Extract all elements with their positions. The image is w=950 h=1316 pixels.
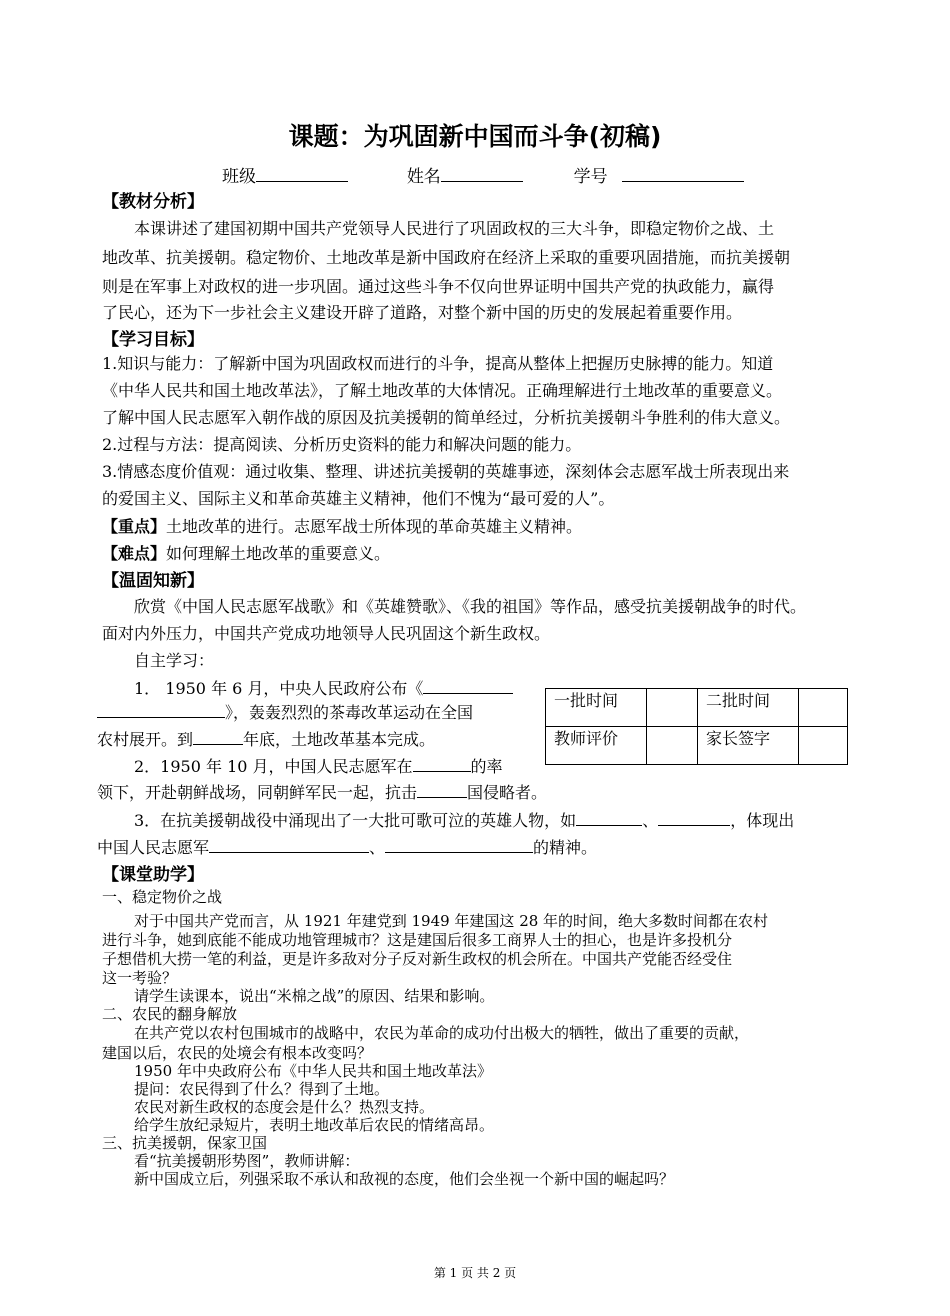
q2-text-b1: 领下，开赴朝鲜战场，同朝鲜军民一起，抗击 — [97, 783, 418, 802]
q3-blank-1[interactable] — [576, 809, 642, 826]
evaluation-table — [545, 688, 848, 765]
question-2-line-a — [134, 754, 503, 777]
id-label: 学号 — [573, 167, 608, 187]
key-text: 土地改革的进行。志愿军战士所体现的革命英雄主义精神。 — [166, 517, 583, 536]
objective-line-4: 2.过程与方法：提高阅读、分析历史资料的能力和解决问题的能力。 — [102, 435, 582, 454]
objective-line-2: 《中华人民共和国土地改革法》，了解土地改革的大体情况。正确理解进行土地改革的重要意义。 — [102, 381, 783, 400]
classroom-line-11: 提问：农民得到了什么？得到了土地。 — [134, 1080, 390, 1098]
page-title: 课题：为巩固新中国而斗争(初稿) — [288, 122, 662, 151]
first-time-label: 一批时间 — [546, 689, 647, 727]
q1-text-c2: 年底，土地改革基本完成。 — [243, 730, 436, 749]
page-footer: 第 1 页 共 2 页 — [433, 1266, 517, 1280]
question-3-line-a — [134, 808, 794, 831]
classroom-line-4: 子想借机大捞一笔的利益，更是许多敌对分子反对新生政权的机会所在。中国共产党能否经受住 — [102, 950, 733, 968]
first-time-cell[interactable] — [647, 689, 698, 727]
analysis-line-1: 本课讲述了建国初期中国共产党领导人民进行了巩固政权的三大斗争，即稳定物价之战、土 — [134, 219, 775, 238]
table-row — [546, 727, 848, 765]
classroom-line-8: 在共产党以农村包围城市的战略中，农民为革命的成功付出极大的牺牲，做出了重要的贡献， — [134, 1024, 750, 1042]
id-blank[interactable] — [622, 163, 744, 182]
classroom-line-15: 看“抗美援朝形势图”，教师讲解： — [134, 1152, 360, 1170]
question-2-line-b — [97, 780, 547, 803]
question-1-line-a — [134, 676, 513, 699]
classroom-line-1: 一、稳定物价之战 — [102, 888, 223, 906]
section-heading-classroom: 【课堂助学】 — [102, 865, 204, 885]
classroom-line-9: 建国以后，农民的处境会有根本改变吗？ — [102, 1044, 373, 1062]
classroom-line-2: 对于中国共产党而言，从 1921 年建党到 1949 年建国这 28 年的时间，绝大多数时间都在农村 — [134, 912, 769, 930]
difficult-label: 【难点】 — [102, 544, 167, 563]
q3-blank-2[interactable] — [658, 809, 730, 826]
classroom-line-5: 这一考验？ — [102, 969, 178, 987]
class-label: 班级 — [222, 167, 256, 187]
q2-blank-2[interactable] — [417, 781, 467, 798]
key-point — [102, 514, 582, 537]
section-heading-analysis: 【教材分析】 — [102, 192, 204, 212]
second-time-cell[interactable] — [799, 689, 848, 727]
q1-blank-1[interactable] — [423, 677, 513, 694]
q3-text-a1: 3．在抗美援朝战役中涌现出了一大批可歌可泣的英雄人物，如 — [134, 811, 577, 830]
class-blank[interactable] — [256, 163, 348, 182]
analysis-line-4: 了民心，还为下一步社会主义建设开辟了道路，对整个新中国的历史的发展起着重要作用。 — [102, 303, 743, 322]
classroom-line-6: 请学生读课本，说出“米棉之战”的原因、结果和影响。 — [134, 987, 495, 1005]
review-line-1: 欣赏《中国人民志愿军战歌》和《英雄赞歌》、《我的祖国》等作品，感受抗美援朝战争的时代。 — [134, 597, 807, 616]
teacher-eval-label: 教师评价 — [546, 727, 647, 765]
q3-text-a2: 、 — [642, 811, 659, 830]
question-1-line-c — [97, 727, 435, 750]
q3-text-b3: 的精神。 — [533, 838, 598, 857]
student-info-line — [222, 162, 744, 187]
second-time-label: 二批时间 — [698, 689, 799, 727]
analysis-line-3: 则是在军事上对政权的进一步巩固。通过这些斗争不仅向世界证明中国共产党的执政能力，赢得 — [102, 277, 775, 296]
difficult-text: 如何理解土地改革的重要意义。 — [166, 544, 391, 563]
q1-blank-2[interactable] — [97, 701, 225, 718]
q2-text-b2: 国侵略者。 — [467, 783, 548, 802]
q1-text-c1: 农村展开。到 — [97, 730, 194, 749]
classroom-line-16: 新中国成立后，列强采取不承认和敌视的态度，他们会坐视一个新中国的崛起吗？ — [134, 1170, 675, 1188]
classroom-line-14: 三、抗美援朝，保家卫国 — [102, 1134, 268, 1152]
classroom-line-7: 二、农民的翻身解放 — [102, 1005, 238, 1023]
q3-blank-4[interactable] — [385, 836, 533, 853]
name-label: 姓名 — [406, 167, 441, 187]
parent-sign-cell[interactable] — [799, 727, 848, 765]
classroom-line-13: 给学生放纪录短片，表明土地改革后农民的情绪高昂。 — [134, 1116, 495, 1134]
q3-text-a3: ，体现出 — [730, 811, 795, 830]
q3-blank-3[interactable] — [209, 836, 369, 853]
key-label: 【重点】 — [102, 517, 167, 536]
teacher-eval-cell[interactable] — [647, 727, 698, 765]
objective-line-1: 1.知识与能力：了解新中国为巩固政权而进行的斗争，提高从整体上把握历史脉搏的能力。知道 — [102, 354, 774, 373]
q2-text-a1: 2．1950 年 10 月，中国人民志愿军在 — [134, 757, 413, 776]
q2-blank-1[interactable] — [413, 755, 471, 772]
q1-blank-3[interactable] — [193, 728, 243, 745]
q1-text-a: 1． 1950 年 6 月，中央人民政府公布《 — [134, 679, 424, 698]
objective-line-3: 了解中国人民志愿军入朝作战的原因及抗美援朝的简单经过，分析抗美援朝斗争胜利的伟大意义。 — [102, 408, 791, 427]
classroom-line-10: 1950 年中央政府公布《中华人民共和国土地改革法》 — [134, 1062, 492, 1080]
table-row — [546, 689, 848, 727]
q3-text-b2: 、 — [369, 838, 386, 857]
review-line-2: 面对内外压力，中国共产党成功地领导人民巩固这个新生政权。 — [102, 624, 551, 643]
question-1-line-b — [97, 700, 473, 723]
analysis-line-2: 地改革、抗美援朝。稳定物价、土地改革是新中国政府在经济上采取的重要巩固措施，而抗美援朝 — [102, 248, 791, 267]
q2-text-a2: 的率 — [470, 757, 503, 776]
classroom-line-12: 农民对新生政权的态度会是什么？热烈支持。 — [134, 1098, 435, 1116]
self-study-label: 自主学习： — [134, 651, 215, 670]
section-heading-objectives: 【学习目标】 — [102, 330, 204, 350]
q1-text-b: 》，轰轰烈烈的茶毒改革运动在全国 — [225, 703, 474, 722]
section-heading-review: 【温固知新】 — [102, 571, 204, 591]
q3-text-b1: 中国人民志愿军 — [97, 838, 210, 857]
objective-line-5: 3.情感态度价值观：通过收集、整理、讲述抗美援朝的英雄事迹，深刻体会志愿军战士所表现出来 — [102, 462, 790, 481]
objective-line-6: 的爱国主义、国际主义和革命英雄主义精神，他们不愧为“最可爱的人”。 — [102, 489, 615, 508]
difficult-point — [102, 541, 390, 564]
classroom-line-3: 进行斗争，她到底能不能成功地管理城市？这是建国后很多工商界人士的担心，也是许多投机分 — [102, 931, 733, 949]
question-3-line-b — [97, 835, 597, 858]
name-blank[interactable] — [441, 163, 523, 182]
parent-sign-label: 家长签字 — [698, 727, 799, 765]
